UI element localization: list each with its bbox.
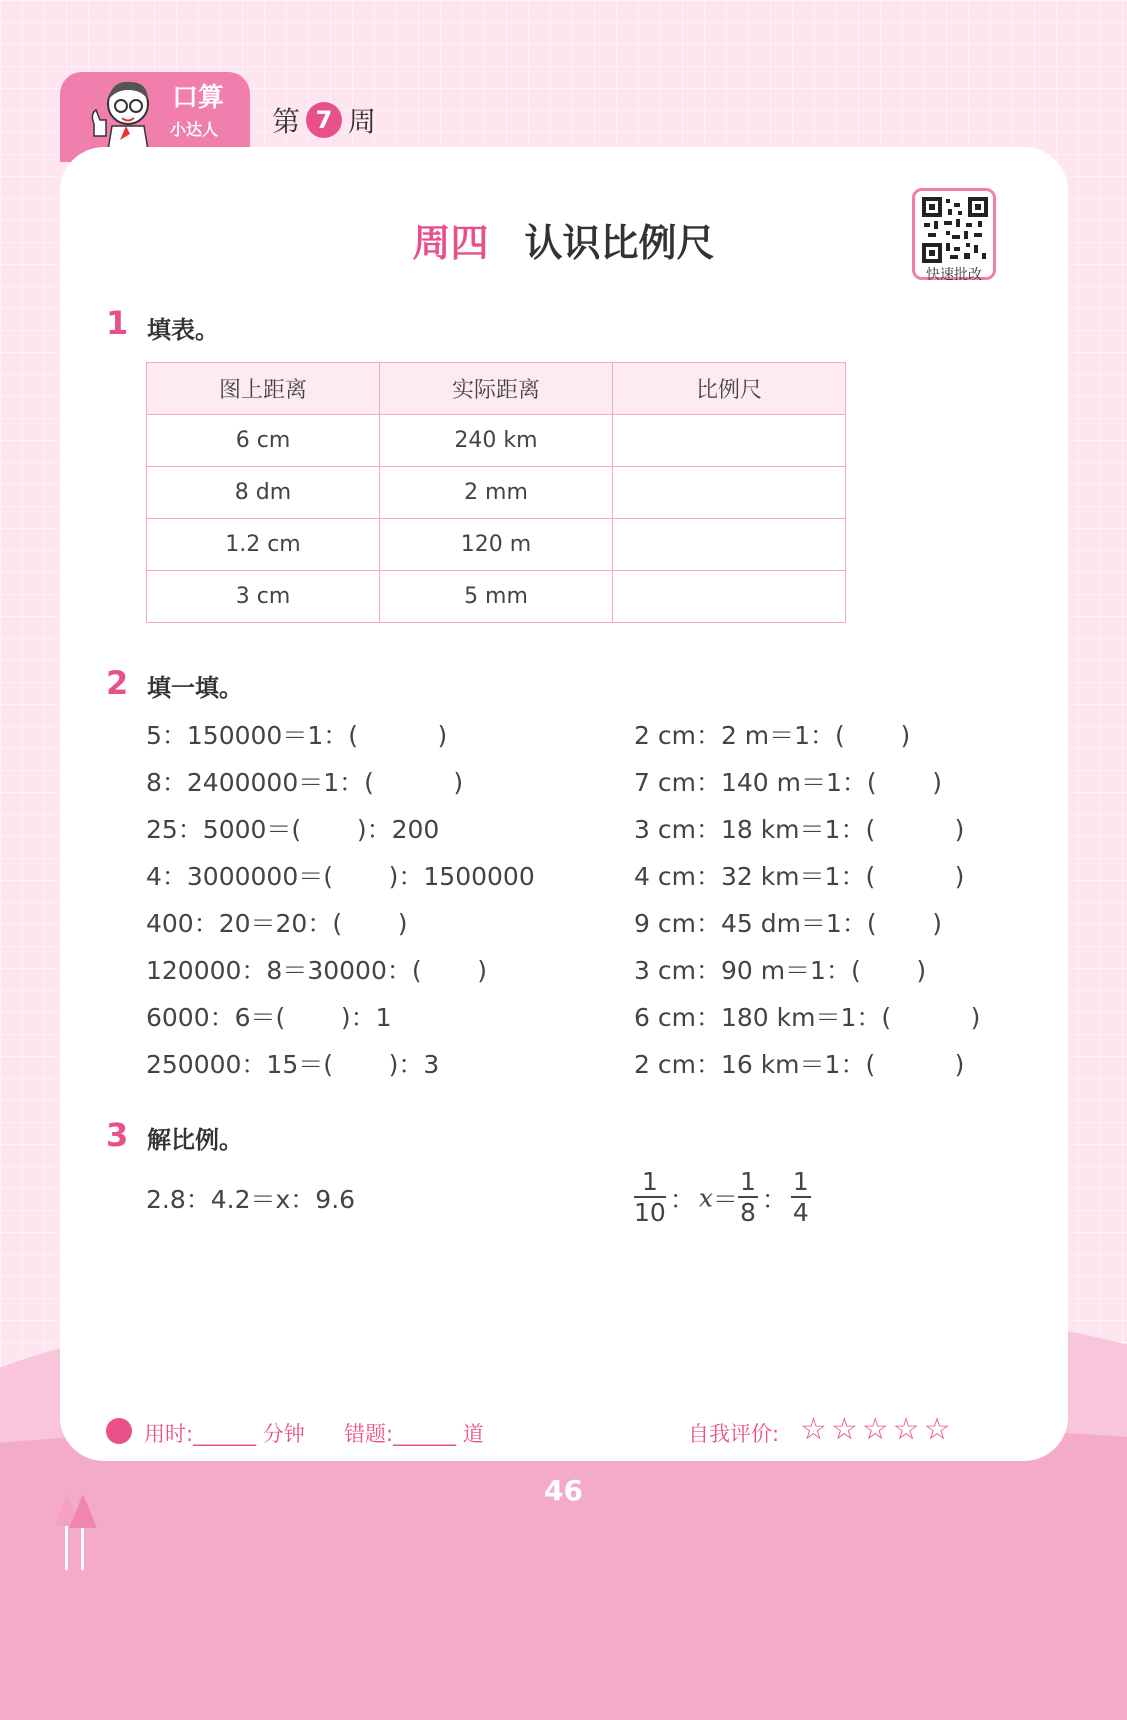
self-rating-label: 自我评价: [688,1422,780,1446]
equation-left[interactable]: 400：20＝20：( ) [146,909,408,938]
equation-right[interactable]: 6 cm：180 km＝1：( ) [634,1003,981,1032]
fraction: $\frac{1}{8}$ [739,1167,756,1227]
equation-left[interactable]: 25：5000＝( )：200 [146,815,440,844]
table-header: 实际距离 [380,363,613,415]
week-prefix: 第 [272,105,301,138]
table-header: 图上距离 [147,363,380,415]
equation-left[interactable]: 4：3000000＝( )：1500000 [146,862,535,891]
table-cell: 2 mm [380,467,613,519]
equation-right[interactable]: 3 cm：18 km＝1：( ) [634,815,965,844]
equation-left[interactable]: 5：150000＝1：( ) [146,721,448,750]
table-header-row [147,363,846,415]
week-label [272,100,376,140]
table-cell: 1.2 cm [147,519,380,571]
page-topic: 认识比例尺 [524,221,715,265]
section-1-title: 填表。 [147,316,219,344]
equation-right[interactable]: 2 cm：16 km＝1：( ) [634,1050,965,1079]
table-row [147,415,846,467]
proportion-1[interactable]: 2.8：4.2＝x：9.6 [146,1185,356,1214]
equation-right[interactable]: 9 cm：45 dm＝1：( ) [634,909,942,938]
week-number-badge: 7 [306,102,342,138]
page-day: 周四 [412,221,489,265]
equation-right[interactable]: 7 cm：140 m＝1：( ) [634,768,943,797]
equation-left[interactable]: 6000：6＝( )：1 [146,1003,392,1032]
section-3-number: 3 [106,1116,129,1154]
mascot-boy-icon [86,74,166,150]
answer-cell[interactable] [613,467,846,519]
equation-left[interactable]: 8：2400000＝1：( ) [146,768,464,797]
qr-label: 快速批改 [926,267,982,283]
equation-right[interactable]: 3 cm：90 m＝1：( ) [634,956,927,985]
table-row [147,519,846,571]
fraction: $\frac{1}{10}$ [634,1167,666,1227]
table-row [147,467,846,519]
page-number: 46 [544,1474,583,1507]
equation-right[interactable]: 4 cm：32 km＝1：( ) [634,862,965,891]
table-cell: 6 cm [147,415,380,467]
table-cell: 240 km [380,415,613,467]
answer-cell[interactable] [613,519,846,571]
error-count-field[interactable]: 错题:______ 道 [344,1422,484,1446]
equation-right[interactable]: 2 cm：2 m＝1：( ) [634,721,911,750]
equation-left[interactable]: 120000：8＝30000：( ) [146,956,488,985]
table-header: 比例尺 [613,363,846,415]
tree-decoration-icon [55,1492,99,1570]
section-3-title: 解比例。 [147,1126,243,1154]
proportion-2[interactable]: $\frac{1}{10}$ ： x＝ $\frac{1}{8}$ ： $\frac{1}{4}$ [634,1167,809,1227]
fraction: $\frac{1}{4}$ [792,1167,809,1227]
answer-cell[interactable] [613,415,846,467]
background-wave-front [0,1420,1127,1720]
table-cell: 5 mm [380,571,613,623]
stopwatch-icon [106,1418,132,1444]
table-row [147,571,846,623]
brand-title: 口算 [172,83,225,113]
scale-table [146,362,846,623]
qr-code-icon [922,197,988,263]
answer-cell[interactable] [613,571,846,623]
section-1-number: 1 [106,304,129,342]
table-cell: 8 dm [147,467,380,519]
equation-left[interactable]: 250000：15＝( )：3 [146,1050,440,1079]
brand-subtitle: 小达人 [170,120,219,139]
week-suffix: 周 [348,105,377,138]
section-2-number: 2 [106,664,129,702]
rating-stars[interactable]: ☆☆☆☆☆ [800,1412,955,1447]
section-2-title: 填一填。 [147,674,243,702]
time-used-field[interactable]: 用时:______ 分钟 [144,1422,305,1446]
table-cell: 3 cm [147,571,380,623]
table-cell: 120 m [380,519,613,571]
